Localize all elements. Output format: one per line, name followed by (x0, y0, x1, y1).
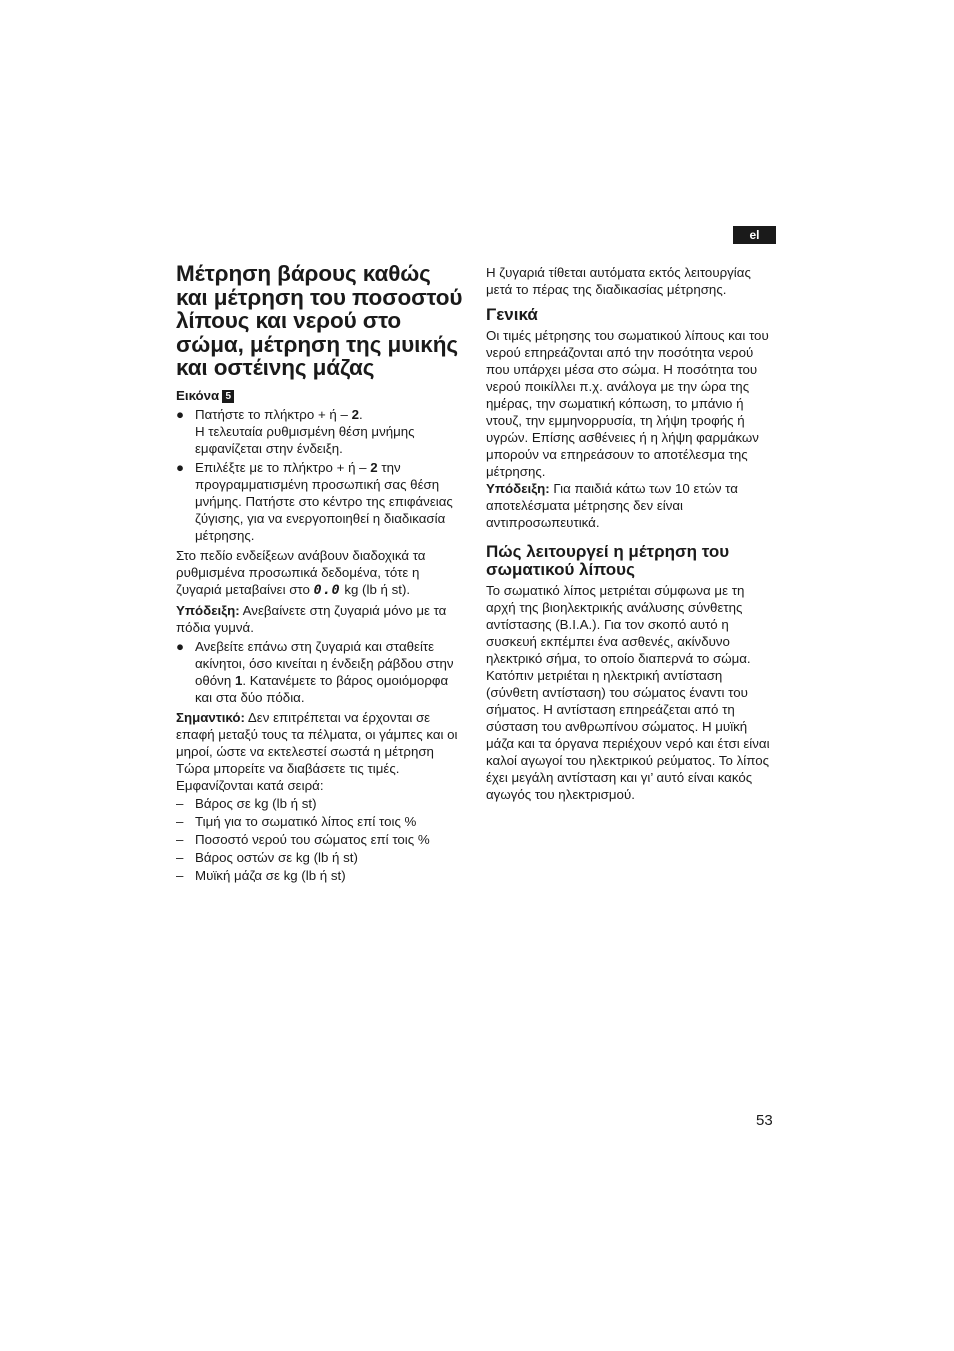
values-list-item: – Βάρος σε kg (lb ή st) (176, 795, 317, 811)
values-list-item: – Τιμή για το σωματικό λίπος επί τοις % (176, 813, 417, 829)
how-it-works-heading: Πώς λειτουργεί η μέτρηση του σωματικού λίπους (486, 542, 730, 579)
values-list-item: – Βάρος οστών σε kg (lb ή st) (176, 849, 358, 865)
list-item: ● Ανεβείτε επάνω στη ζυγαριά και σταθείτε ακίνητοι, όσο κινείται η ένδειξη ράβδου στην οθόνη 1. Κατανέμετε το βάρος ομοιόμορφα και στα δύο πόδια. (176, 638, 454, 705)
values-list-item: – Ποσοστό νερού του σώματος επί τοις % (176, 831, 430, 847)
general-paragraph: Οι τιμές μέτρησης του σωματικού λίπους και του νερού επηρεάζονται από την ποσότητα νερού που υπάρχει μέσα στο σώμα. Η ποσότητα του νερού ποικίλλει π.χ. ανάλογα με την ώρα της ημέρας, την σωματική κόπωση, το μπάνιο ή ντουζ, την εμμηνορρυσία, τη λήψη τροφής ή υγρών. Επίσης ασθένειες ή η λήψη φαρμάκων μπορούν να επηρεάσουν το αποτέλεσμα της μέτρησης. (486, 328, 769, 479)
read-values-intro: Τώρα μπορείτε να διαβάσετε τις τιμές. Εμφανίζονται κατά σειρά: (176, 760, 400, 793)
language-tab: el (733, 226, 776, 244)
right-column (486, 264, 777, 803)
auto-off-paragraph: Η ζυγαριά τίθεται αυτόματα εκτός λειτουργίας μετά το πέρας της διαδικασίας μέτρησης. (486, 265, 751, 297)
page-title: Μέτρηση βάρους καθώς και μέτρηση του ποσοστού λίπους και νερού στο σώμα, μέτρηση της μυικής και οστέινης μάζας (176, 261, 463, 380)
lcd-reading: 0.0 (313, 582, 341, 598)
list-item: ● Πατήστε το πλήκτρο + ή – 2. Η τελευταία ρυθμισμένη θέση μνήμης εμφανίζεται στην ένδειξη. (176, 406, 415, 456)
page-number: 53 (756, 1112, 773, 1129)
hint-note: Υπόδειξη: Ανεβαίνετε στη ζυγαριά μόνο με τα πόδια γυμνά. (176, 602, 447, 635)
figure-label: Εικόνα 5 (176, 387, 467, 404)
hint-note: Υπόδειξη: Για παιδιά κάτω των 10 ετών τα αποτελέσματα μέτρησης δεν είναι αντιπροσωπευτικά. (486, 481, 738, 530)
bullet-icon: ● (176, 459, 185, 475)
values-list-item: – Μυϊκή μάζα σε kg (lb ή st) (176, 867, 346, 883)
list-item: ● Επιλέξτε με το πλήκτρο + ή – 2 την προγραμματισμένη προσωπική σας θέση μνήμης. Πατήστε στο κέντρο της επιφάνειας ζύγισης, για να ενεργοποιηθεί η διαδικασία μέτρησης. (176, 459, 453, 543)
bullet-icon: ● (176, 406, 185, 422)
how-paragraph-2: Κατόπιν μετριέται η ηλεκτρική αντίσταση (σύνθετη αντίσταση) του σώματος έναντι του σήματος. Η αντίσταση επηρεάζεται από τη σύσταση του ανθρωπίνου σώματος. Η μυϊκή μάζα και τα όργανα περιέχουν νερό και έτσι είναι καλοί αγωγοί του ηλεκτρικού ρεύματος. Το λίπος έχει μεγάλη αντίσταση και γι’ αυτό είναι κακός αγωγός του ηλεκτρισμού. (486, 668, 770, 802)
general-heading: Γενικά (486, 305, 538, 324)
bullet-icon: ● (176, 638, 185, 654)
how-paragraph-1: Το σωματικό λίπος μετριέται σύμφωνα με τη αρχή της βιοηλεκτρικής ανάλυσης σύνθετης αντίστασης (B.I.A.). Για τον σκοπό αυτό η συσκευή εκπέμπει ένα ασθενές, ακίνδυνο ηλεκτρικό σήμα, το οποίο διαπερνά το σώμα. (486, 583, 751, 666)
important-note: Σημαντικό: Δεν επιτρέπεται να έρχονται σε επαφή μεταξύ τους τα πέλματα, οι γάμπες και οι μηροί, ώστε να εκτελεστεί σωστά η μέτρηση (176, 709, 458, 759)
display-paragraph: Στο πεδίο ενδείξεων ανάβουν διαδοχικά τα ρυθμισμένα προσωπικά δεδομένα, τότε η ζυγαριά μεταβαίνει στο 0.0 kg (lb ή st). (176, 547, 426, 598)
figure-number-badge: 5 (222, 390, 234, 403)
left-column (176, 262, 467, 884)
